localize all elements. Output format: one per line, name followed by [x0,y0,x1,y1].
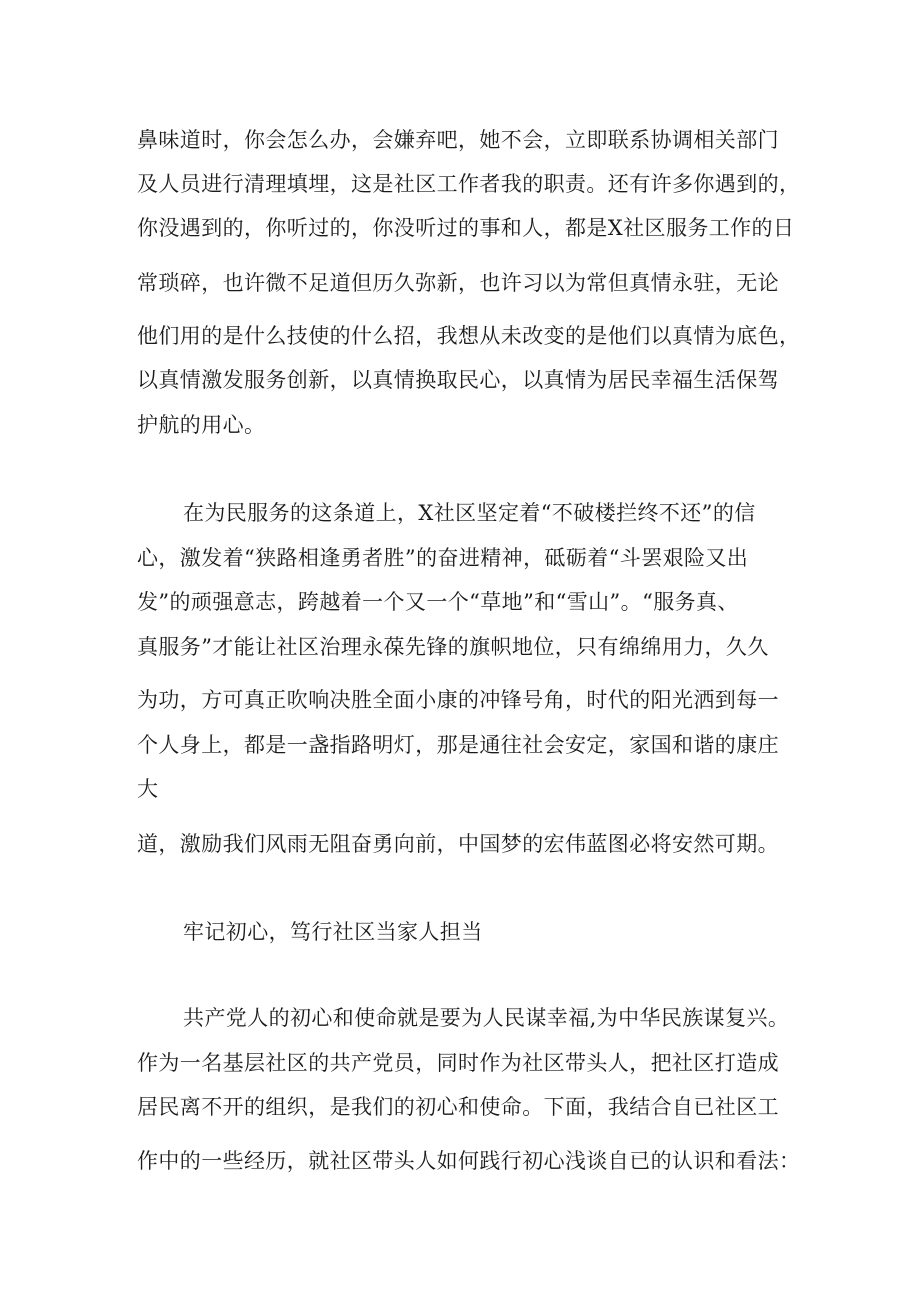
text-line: 居民离不开的组织，是我们的初心和使命。下面，我结合自已社区工 [137,1095,779,1119]
text-line: 共产党人的初心和使命就是要为人民谋幸福,为中华民族谋复兴。 [183,1006,790,1030]
text-line: 及人员进行清理填埋，这是社区工作者我的职责。还有许多你遇到的， [137,172,801,196]
text-line: 为功，方可真正吹响决胜全面小康的冲锋号角，时代的阳光洒到每一 [137,688,779,712]
text-line: 道，激励我们风雨无阻奋勇向前，中国梦的宏伟蓝图必将安然可期。 [137,832,779,856]
text-line: 常琐碎，也许微不足道但历久弥新，也许习以为常但真情永驻，无论 [137,271,779,295]
text-line: 在为民服务的这条道上，X社区坚定着“不破楼拦终不还”的信 [183,501,756,525]
text-line: 你没遇到的，你听过的，你没听过的事和人，都是X社区服务工作的日 [137,216,795,240]
text-line: 鼻味道时，你会怎么办，会嫌弃吧，她不会，立即联系协调相关部门 [137,128,779,152]
text-line: 作中的一些经历，就社区带头人如何践行初心浅谈自已的认识和看法： [137,1149,801,1173]
text-line: 作为一名基层社区的共产党员，同时作为社区带头人，把社区打造成 [137,1051,779,1075]
text-line: 心，激发着“狭路相逢勇者胜”的奋进精神，砥砺着“斗罢艰险又出 [137,546,749,570]
text-line: 发”的顽强意志，跨越着一个又一个“草地”和“雪山”。“服务真、 [137,590,739,614]
text-line: 真服务”才能让社区治理永葆先锋的旗帜地位，只有绵绵用力，久久 [137,635,769,659]
text-line: 以真情激发服务创新，以真情换取民心，以真情为居民幸福生活保驾 [137,368,779,392]
text-line: 大 [137,777,159,801]
section-heading: 牢记初心，笃行社区当家人担当 [183,920,483,944]
text-line: 护航的用心。 [137,413,266,437]
text-line: 他们用的是什么技使的什么招，我想从未改变的是他们以真情为底色， [137,324,801,348]
text-line: 个人身上，都是一盏指路明灯，那是通往社会安定，家国和谐的康庄 [137,733,779,757]
